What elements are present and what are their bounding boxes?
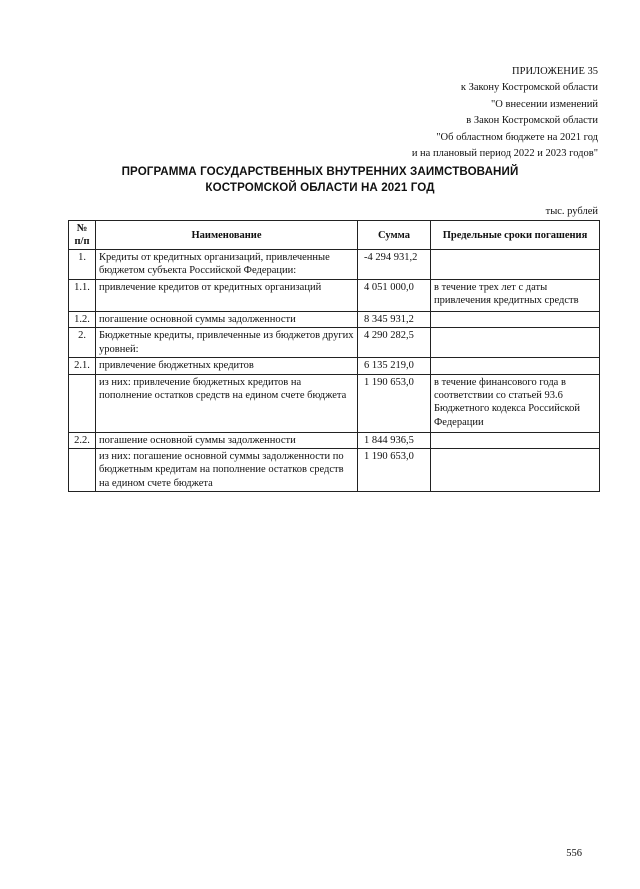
row-name: Бюджетные кредиты, привлеченные из бюджетов других уровней: xyxy=(96,328,358,358)
row-num xyxy=(69,449,96,492)
row-num: 1.2. xyxy=(69,312,96,328)
row-num: 2. xyxy=(69,328,96,358)
table-row xyxy=(69,432,600,448)
header-num xyxy=(69,221,96,250)
row-deadline: в течение трех лет с даты привлечения кредитных средств xyxy=(431,280,600,312)
row-amount: -4 294 931,2 xyxy=(358,250,431,280)
title-line-2: КОСТРОМСКОЙ ОБЛАСТИ НА 2021 ГОД xyxy=(205,181,435,194)
row-amount: 8 345 931,2 xyxy=(358,312,431,328)
row-num: 1.1. xyxy=(69,280,96,312)
units-label: тыс. рублей xyxy=(545,206,598,217)
table-header-row xyxy=(69,221,600,250)
row-deadline xyxy=(431,328,600,358)
row-deadline xyxy=(431,449,600,492)
row-amount: 6 135 219,0 xyxy=(358,358,431,374)
table-row xyxy=(69,449,600,492)
table-row xyxy=(69,280,600,312)
appendix-line: "Об областном бюджете на 2021 год xyxy=(436,131,598,143)
row-num: 2.1. xyxy=(69,358,96,374)
row-deadline xyxy=(431,250,600,280)
table-row xyxy=(69,312,600,328)
table-row xyxy=(69,374,600,432)
borrowing-table xyxy=(68,220,600,492)
row-name: из них: привлечение бюджетных кредитов на пополнение остатков средств на едином счете бюджета xyxy=(96,374,358,432)
table-row xyxy=(69,328,600,358)
appendix-line: "О внесении изменений xyxy=(491,98,598,110)
row-amount: 1 190 653,0 xyxy=(358,374,431,432)
row-deadline xyxy=(431,358,600,374)
appendix-line: и на плановый период 2022 и 2023 годов" xyxy=(411,148,598,160)
table-row xyxy=(69,358,600,374)
row-num: 1. xyxy=(69,250,96,280)
header-amount: Сумма xyxy=(358,221,431,250)
table-row xyxy=(69,250,600,280)
row-deadline: в течение финансового года в соответствии со статьей 93.6 Бюджетного кодекса Российской Федерации xyxy=(431,374,600,432)
row-amount: 1 844 936,5 xyxy=(358,432,431,448)
document-title xyxy=(0,164,640,196)
row-name: привлечение кредитов от кредитных организаций xyxy=(96,280,358,312)
row-amount: 1 190 653,0 xyxy=(358,449,431,492)
row-num: 2.2. xyxy=(69,432,96,448)
row-deadline xyxy=(431,432,600,448)
title-line-1: ПРОГРАММА ГОСУДАРСТВЕННЫХ ВНУТРЕННИХ ЗАИМСТВОВАНИЙ xyxy=(121,165,519,178)
row-name: Кредиты от кредитных организаций, привлеченные бюджетом субъекта Российской Федерации: xyxy=(96,250,358,280)
row-deadline xyxy=(431,312,600,328)
appendix-header xyxy=(412,64,598,162)
appendix-line: ПРИЛОЖЕНИЕ 35 xyxy=(512,66,598,77)
row-name: погашение основной суммы задолженности xyxy=(96,312,358,328)
header-num-line2: п/п xyxy=(74,236,90,247)
row-amount: 4 290 282,5 xyxy=(358,328,431,358)
header-num-line1: № xyxy=(76,223,88,234)
row-amount: 4 051 000,0 xyxy=(358,280,431,312)
row-num xyxy=(69,374,96,432)
header-name: Наименование xyxy=(96,221,358,250)
appendix-line: к Закону Костромской области xyxy=(460,82,598,94)
header-deadline: Предельные сроки погашения xyxy=(431,221,600,250)
row-name: из них: погашение основной суммы задолженности по бюджетным кредитам на пополнение остатков средств на едином счете бюджета xyxy=(96,449,358,492)
row-name: погашение основной суммы задолженности xyxy=(96,432,358,448)
appendix-line: в Закон Костромской области xyxy=(466,115,598,127)
row-name: привлечение бюджетных кредитов xyxy=(96,358,358,374)
page-number: 556 xyxy=(566,848,582,859)
